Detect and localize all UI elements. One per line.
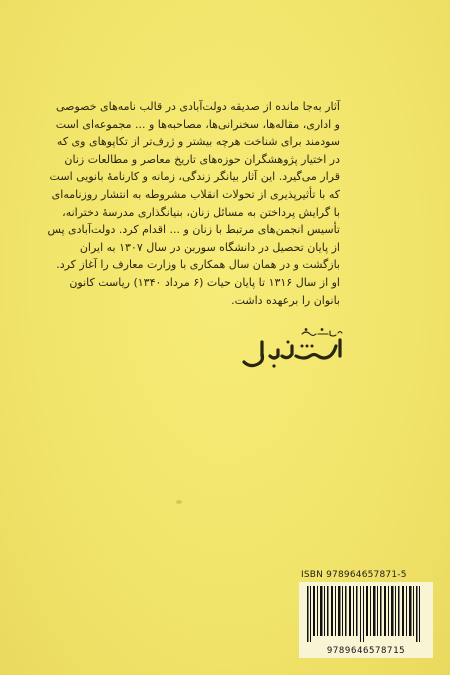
blurb-line: تأسیس انجمن‌های مرتبط با زنان و ... اقدام کرد. دولت‌آبادی پس bbox=[47, 223, 340, 237]
paper-speck bbox=[176, 500, 182, 504]
blurb-line: سودمند برای شناخت هرچه بیشتر و ژرف‌تر از تکاپوهای وی که bbox=[56, 135, 340, 149]
blurb-line: آثار به‌جا مانده از صدیقه دولت‌آبادی در قالب نامه‌های خصوصی bbox=[55, 100, 340, 113]
blurb-line: بانوان را برعهده داشت. bbox=[231, 293, 340, 307]
barcode-number: 9789646578715 bbox=[326, 646, 406, 656]
barcode-bars bbox=[305, 586, 427, 642]
barcode bbox=[299, 582, 433, 658]
blurb-line: از پایان تحصیل در دانشگاه سوربن در سال ۱۳۰۷ به ایران bbox=[79, 240, 340, 254]
isbn-label: ISBN 978964657871-5 bbox=[301, 570, 407, 580]
blurb-line: قرار می‌گیرد. این آثار بیانگر زندگی، زمانه و کارنامهٔ بانویی است bbox=[49, 170, 340, 184]
blurb-line: بازگشت و در همان سال همکاری با وزارت معارف را آغاز کرد. bbox=[56, 258, 340, 272]
blurb-line: در اختیار پژوهشگران حوزه‌های تاریخ معاصر و مطالعات زنان bbox=[64, 152, 340, 166]
blurb-text bbox=[47, 98, 340, 309]
blurb-line: و اداری، مقاله‌ها، سخنرانی‌ها، مصاحبه‌ها و ... مجموعه‌ای است bbox=[55, 117, 340, 131]
blurb-line: که با تأثیرپذیری از تحولات انقلاب مشروطه به انتشار روزنامه‌ای bbox=[51, 187, 340, 201]
blurb-line: او از سال ۱۳۱۶ تا پایان حیات (۶ مرداد ۱۳۴۰) ریاست کانون bbox=[69, 275, 340, 289]
blurb-line: با گرایش پرداختن به مسائل زنان، بنیانگذاری مدرسهٔ دخترانه، bbox=[62, 205, 340, 219]
publisher-logo bbox=[240, 326, 345, 376]
